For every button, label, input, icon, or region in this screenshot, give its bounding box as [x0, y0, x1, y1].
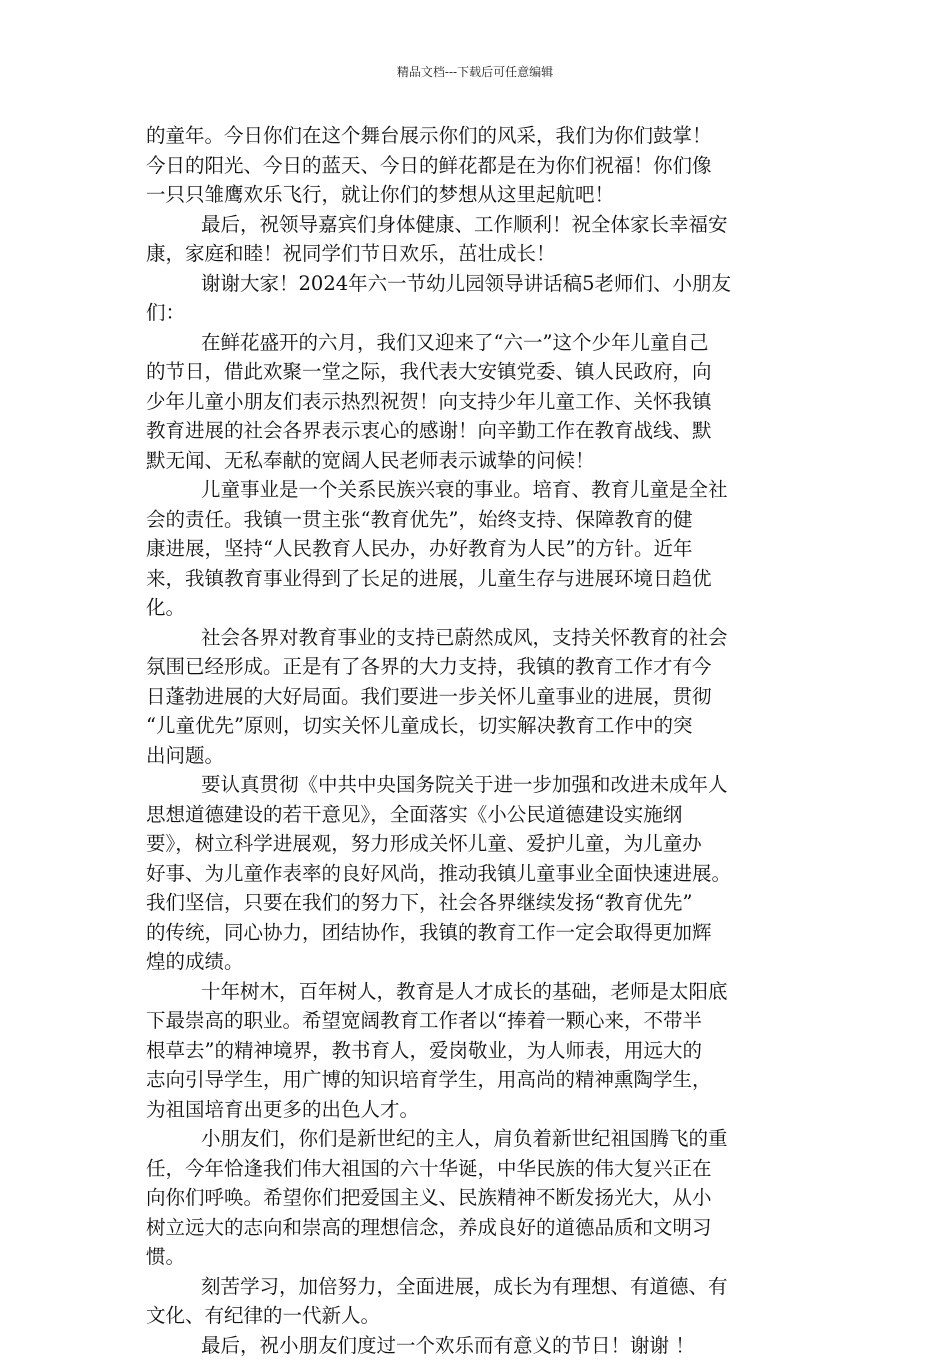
paragraph: [146, 1331, 816, 1360]
text-line: 来，我镇教育事业得到了长足的进展，儿童生存与进展环境日趋优: [146, 564, 816, 594]
text-line: 惯。: [146, 1242, 816, 1272]
text-line: 最后，祝领导嘉宾们身体健康、工作顺利！祝全体家长幸福安: [146, 210, 816, 240]
paragraph: [146, 121, 816, 210]
text-line: 最后，祝小朋友们度过一个欢乐而有意义的节日！谢谢 ！: [146, 1331, 816, 1360]
text-line: 要》，树立科学进展观，努力形成关怀儿童、爱护儿童，为儿童办: [146, 829, 816, 859]
text-line: 儿童事业是一个关系民族兴衰的事业。培育、教育儿童是全社: [146, 475, 816, 505]
text-line: 教育进展的社会各界表示衷心的感谢！向辛勤工作在教育战线、默: [146, 416, 816, 446]
paragraph: [146, 269, 816, 328]
paragraph: [146, 770, 816, 977]
text-line: 刻苦学习，加倍努力，全面进展，成长为有理想、有道德、有: [146, 1272, 816, 1302]
text-line: 根草去”的精神境界，教书育人，爱岗敬业，为人师表，用远大的: [146, 1036, 816, 1066]
text-line: 思想道德建设的若干意见》，全面落实《小公民道德建设实施纲: [146, 800, 816, 830]
text-line: 在鲜花盛开的六月，我们又迎来了“六一”这个少年儿童自己: [146, 328, 816, 358]
paragraph: [146, 328, 816, 476]
text-line: 化。: [146, 593, 816, 623]
document-body: [146, 121, 816, 1360]
text-line: 志向引导学生，用广博的知识培育学生，用高尚的精神熏陶学生，: [146, 1065, 816, 1095]
text-line: 康，家庭和睦！祝同学们节日欢乐，茁壮成长！: [146, 239, 816, 269]
text-line: 氛围已经形成。正是有了各界的大力支持，我镇的教育工作才有今: [146, 652, 816, 682]
text-line: 谢谢大家！2024年六一节幼儿园领导讲话稿5老师们、小朋友: [146, 269, 816, 299]
text-line: 十年树木，百年树人，教育是人才成长的基础，老师是太阳底: [146, 977, 816, 1007]
text-line: 下最崇高的职业。希望宽阔教育工作者以“捧着一颗心来，不带半: [146, 1006, 816, 1036]
paragraph: [146, 210, 816, 269]
text-line: 出问题。: [146, 741, 816, 771]
paragraph: [146, 1124, 816, 1272]
text-line: 为祖国培育出更多的出色人才。: [146, 1095, 816, 1125]
paragraph: [146, 475, 816, 623]
paragraph: [146, 1272, 816, 1331]
text-line: 煌的成绩。: [146, 947, 816, 977]
text-line: 日蓬勃进展的大好局面。我们要进一步关怀儿童事业的进展，贯彻: [146, 682, 816, 712]
text-line: 树立远大的志向和崇高的理想信念，养成良好的道德品质和文明习: [146, 1213, 816, 1243]
text-line: 我们坚信，只要在我们的努力下，社会各界继续发扬“教育优先”: [146, 888, 816, 918]
text-line: 的童年。今日你们在这个舞台展示你们的风采，我们为你们鼓掌！: [146, 121, 816, 151]
text-line: 们：: [146, 298, 816, 328]
text-line: 会的责任。我镇一贯主张“教育优先”，始终支持、保障教育的健: [146, 505, 816, 535]
text-line: 小朋友们，你们是新世纪的主人，肩负着新世纪祖国腾飞的重: [146, 1124, 816, 1154]
text-line: 的节日，借此欢聚一堂之际，我代表大安镇党委、镇人民政府，向: [146, 357, 816, 387]
text-line: 康进展，坚持“人民教育人民办，办好教育为人民”的方针。近年: [146, 534, 816, 564]
text-line: 社会各界对教育事业的支持已蔚然成风，支持关怀教育的社会: [146, 623, 816, 653]
paragraph: [146, 977, 816, 1125]
paragraph: [146, 623, 816, 771]
text-line: “儿童优先”原则，切实关怀儿童成长，切实解决教育工作中的突: [146, 711, 816, 741]
page-header: 精品文档---下载后可任意编辑: [0, 64, 950, 80]
text-line: 一只只雏鹰欢乐飞行，就让你们的梦想从这里起航吧！: [146, 180, 816, 210]
text-line: 文化、有纪律的一代新人。: [146, 1301, 816, 1331]
text-line: 少年儿童小朋友们表示热烈祝贺！向支持少年儿童工作、关怀我镇: [146, 387, 816, 417]
text-line: 要认真贯彻《中共中央国务院关于进一步加强和改进未成年人: [146, 770, 816, 800]
text-line: 任，今年恰逢我们伟大祖国的六十华诞，中华民族的伟大复兴正在: [146, 1154, 816, 1184]
text-line: 今日的阳光、今日的蓝天、今日的鲜花都是在为你们祝福！你们像: [146, 151, 816, 181]
text-line: 好事、为儿童作表率的良好风尚，推动我镇儿童事业全面快速进展。: [146, 859, 816, 889]
text-line: 的传统，同心协力，团结协作，我镇的教育工作一定会取得更加辉: [146, 918, 816, 948]
text-line: 默无闻、无私奉献的宽阔人民老师表示诚挚的问候！: [146, 446, 816, 476]
text-line: 向你们呼唤。希望你们把爱国主义、民族精神不断发扬光大，从小: [146, 1183, 816, 1213]
